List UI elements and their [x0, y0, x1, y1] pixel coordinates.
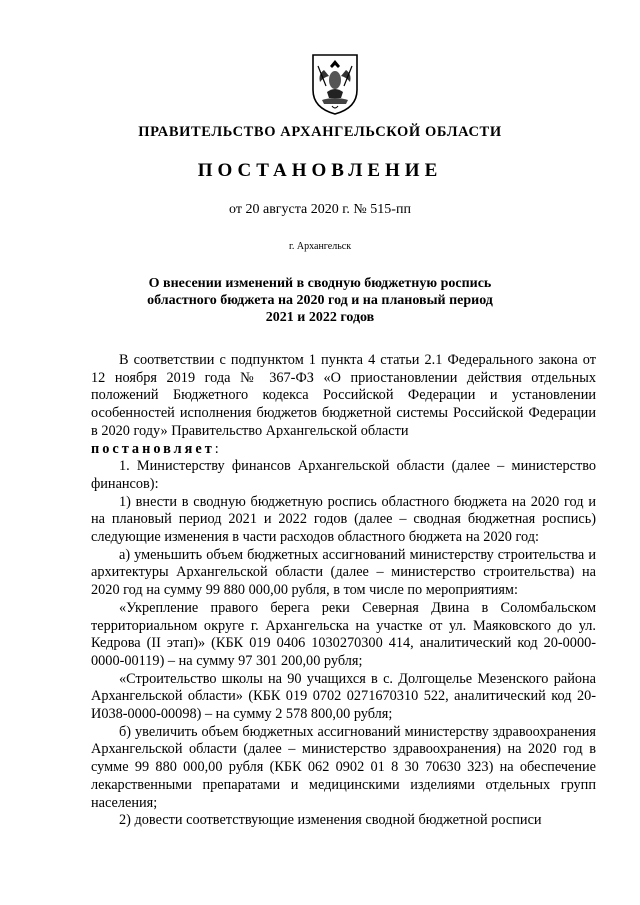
- body-paragraph: а) уменьшить объем бюджетных ассигнований министерству строительства и архитектуры Архангельской области (далее – министерство строительства) на 2020 год на сумму 99 880 000,00 рубля, в том числе по мероприятиям:: [91, 546, 596, 599]
- document-body: [91, 352, 596, 830]
- document-city: г. Архангельск: [288, 241, 352, 252]
- document-date-number: от 20 августа 2020 г. № 515-пп: [229, 202, 411, 217]
- resolution-line: [91, 441, 596, 459]
- body-paragraph: б) увеличить объем бюджетных ассигнований министерству здравоохранения Архангельской области (далее – министерство здравоохранения) на 2020 год в сумме 99 880 000,00 рубля (КБК 062 0902 01 8 30 70630 323) на обеспечение лекарственными препаратами и медицинскими изделиями отдельных групп населения;: [91, 723, 596, 811]
- title-line: 2021 и 2022 годов: [265, 310, 375, 325]
- body-paragraph: 2) довести соответствующие изменения сводной бюджетной росписи: [119, 812, 542, 829]
- body-paragraph: 1) внести в сводную бюджетную роспись областного бюджета на 2020 год и на плановый период 2021 и 2022 годов (далее – сводная бюджетная роспись) следующие изменения в части расходов областного бюджета на 2020 год:: [91, 493, 596, 546]
- body-paragraph: «Строительство школы на 90 учащихся в с. Долгощелье Мезенского района Архангельской области» (КБК 019 0702 0271670310 522, аналитический код 20-И038-0000-00098) – на сумму 2 578 800,00 рубля;: [91, 670, 596, 723]
- body-paragraph: 1. Министерству финансов Архангельской области (далее – министерство финансов):: [91, 458, 596, 492]
- government-name: ПРАВИТЕЛЬСТВО АРХАНГЕЛЬСКОЙ ОБЛАСТИ: [138, 124, 502, 140]
- document-title: [0, 275, 640, 326]
- body-paragraph: «Укрепление правого берега реки Северная Двина в Соломбальском территориальном округе г. Архангельска на участке от ул. Маяковского до ул. Кедрова (II этап)» (КБК 019 0406 1030270300 414, аналитический код 20-0000-0000-00119) – на сумму 97 301 200,00 рубля;: [91, 599, 596, 669]
- body-paragraph: В соответствии с подпунктом 1 пункта 4 статьи 2.1 Федерального закона от 12 ноября 2019 года № 367-ФЗ «О приостановлении действия отдельных положений Бюджетного кодекса Российской Федерации и установлении особенностей исполнения бюджетов бюджетной системы Российской Федерации в 2020 году» Правительство Архангельской области: [91, 352, 596, 439]
- resolves-keyword: постановляет: [91, 440, 215, 457]
- coat-of-arms-icon: [310, 52, 360, 116]
- title-line: областного бюджета на 2020 год и на плановый период: [147, 293, 493, 308]
- title-line: О внесении изменений в сводную бюджетную роспись: [148, 276, 492, 291]
- resolves-colon: :: [214, 440, 219, 457]
- document-type: ПОСТАНОВЛЕНИЕ: [197, 160, 443, 181]
